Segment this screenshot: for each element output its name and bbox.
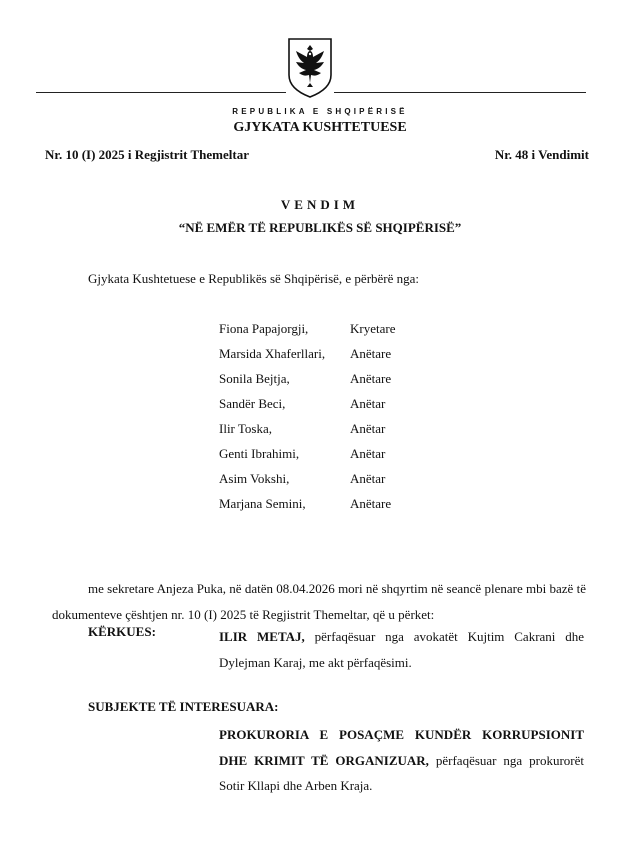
member-row [219, 370, 479, 395]
decision-number: Nr. 48 i Vendimit [494, 147, 589, 162]
member-role: Anëtar [350, 421, 386, 436]
requester-details [219, 624, 584, 675]
member-role: Anëtar [350, 396, 386, 411]
member-row [219, 445, 479, 470]
register-number: Nr. 10 (I) 2025 i Regjistrit Themeltar [45, 147, 249, 162]
requester-representation: përfaqësuar nga avokatët Kujtim Cakrani dhe Dylejman Karaj, me akt përfaqësimi. [219, 629, 585, 670]
member-name: Marjana Semini, [219, 496, 306, 511]
session-paragraph: me sekretare Anjeza Puka, në datën 08.04.2026 mori në shqyrtim në seancë plenare mbi bazë të dokumenteve çështjen nr. 10 (I) 2025 të Regjistrit Themeltar, që u përket: [52, 581, 586, 622]
member-name: Fiona Papajorgji, [219, 321, 309, 336]
header-rule-right [334, 92, 586, 93]
member-name: Genti Ibrahimi, [219, 446, 300, 461]
member-row [219, 320, 479, 345]
document-subtitle: “NË EMËR TË REPUBLIKËS SË SHQIPËRISË” [178, 220, 462, 235]
interested-subject-representation: përfaqësuar nga prokurorët Sotir Kllapi dhe Arben Kraja. [219, 752, 585, 793]
member-role: Anëtare [350, 371, 392, 386]
document-title: VENDIM [280, 197, 360, 212]
requester-label: KËRKUES: [88, 624, 156, 639]
interested-subject-name: PROKURORIA E POSAÇME KUNDËR KORRUPSIONIT DHE KRIMIT TË ORGANIZUAR, [219, 727, 584, 768]
requester-name: ILIR METAJ, [219, 629, 305, 644]
member-row [219, 345, 479, 370]
republic-title: REPUBLIKA E SHQIPËRISË [232, 107, 408, 116]
albanian-eagle-emblem-icon [287, 37, 333, 99]
member-role: Anëtar [350, 446, 386, 461]
member-name: Sonila Bejtja, [219, 371, 290, 386]
member-name: Sandër Beci, [219, 396, 286, 411]
member-role: Anëtare [350, 346, 392, 361]
member-name: Asim Vokshi, [219, 471, 290, 486]
member-role: Anëtar [350, 471, 386, 486]
interested-subjects-label: SUBJEKTE TË INTERESUARA: [88, 699, 279, 714]
member-name: Marsida Xhaferllari, [219, 346, 326, 361]
court-members-list [219, 320, 479, 520]
member-row [219, 470, 479, 495]
member-role: Kryetare [350, 321, 396, 336]
member-role: Anëtare [350, 496, 392, 511]
court-composition-intro: Gjykata Kushtetuese e Republikës së Shqipërisë, e përbërë nga: [88, 271, 420, 286]
header-rule-left [36, 92, 286, 93]
member-row [219, 420, 479, 445]
interested-subject-details [219, 722, 584, 799]
member-row [219, 395, 479, 420]
member-name: Ilir Toska, [219, 421, 273, 436]
member-row [219, 495, 479, 520]
court-name: GJYKATA KUSHTETUESE [233, 120, 407, 135]
